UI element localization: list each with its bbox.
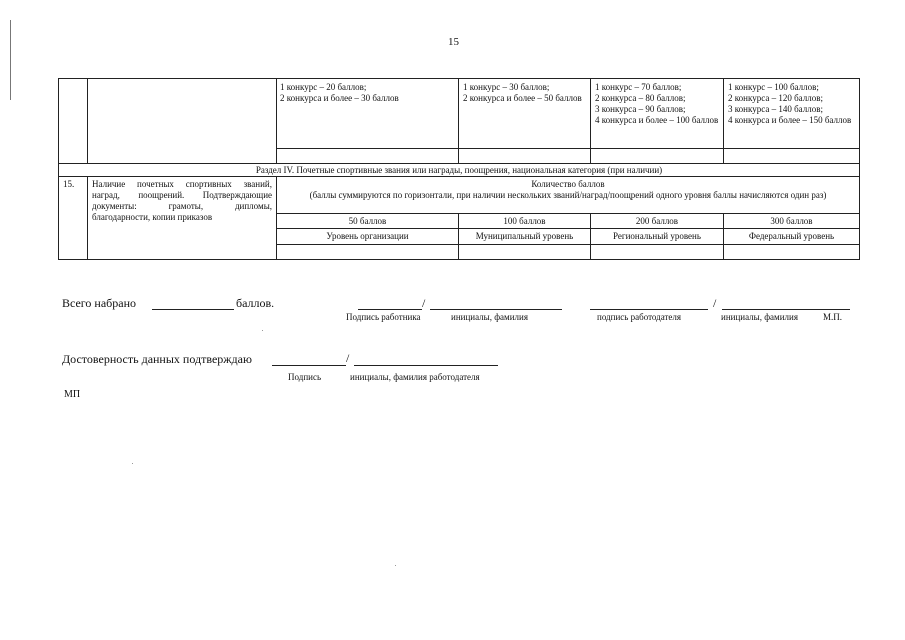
criteria-table [58, 78, 860, 260]
item-number: 15. [63, 179, 75, 189]
mp-left: МП [64, 389, 81, 400]
total-suffix: баллов. [236, 296, 275, 310]
scan-speck [395, 565, 396, 566]
contest-points-cell-1: 1 конкурс – 20 баллов; 2 конкурса и более – 30 баллов [280, 82, 399, 103]
employee-sign-label: Подпись работника [346, 312, 421, 322]
employee-slash: / [422, 296, 426, 310]
scan-speck [262, 330, 263, 331]
employer-name-label: инициалы, фамилия [721, 312, 798, 322]
margin-mark [10, 20, 11, 100]
employer-slash: / [713, 296, 717, 310]
points-level-federal: 300 баллов [770, 216, 813, 226]
level-regional: Региональный уровень [613, 231, 701, 241]
level-org: Уровень организации [326, 231, 409, 241]
contest-points-cell-4: 1 конкурс – 100 баллов; 2 конкурса – 120 баллов; 3 конкурса – 140 баллов; 4 конкурса и более – 150 баллов [728, 82, 852, 125]
employee-name-field[interactable] [430, 309, 562, 310]
employee-name-label: инициалы, фамилия [451, 312, 528, 322]
points-header: Количество баллов [531, 179, 605, 189]
employee-signature-field[interactable] [358, 309, 422, 310]
employer-name-field[interactable] [722, 309, 850, 310]
item-description: Наличие почетных спортивных званий, наград, поощрений. Подтверждающие документы: грамоты, дипломы, благодарности, копии приказов [92, 179, 272, 222]
employer-signature-field[interactable] [590, 309, 708, 310]
level-federal: Федеральный уровень [748, 231, 835, 241]
confirm-sign-label: Подпись [288, 372, 322, 382]
level-municipal: Муниципальный уровень [475, 231, 574, 241]
confirm-signature-field[interactable] [272, 365, 346, 366]
page-number: 15 [448, 36, 459, 48]
confirm-name-field[interactable] [354, 365, 498, 366]
scan-speck [132, 463, 133, 464]
contest-points-cell-3: 1 конкурс – 70 баллов; 2 конкурса – 80 баллов; 3 конкурса – 90 баллов; 4 конкурса и более – 100 баллов [595, 82, 719, 125]
points-level-municipal: 100 баллов [503, 216, 546, 226]
total-points-field[interactable] [152, 309, 234, 310]
confirm-text: Достоверность данных подтверждаю [62, 352, 252, 366]
employer-sign-label: подпись работодателя [597, 312, 682, 322]
points-note: (баллы суммируются по горизонтали, при наличии нескольких званий/наград/поощрений одного уровня баллы начисляются один раз) [309, 190, 827, 200]
confirm-slash: / [346, 351, 350, 365]
points-level-org: 50 баллов [348, 216, 387, 226]
mp-right: М.П. [823, 312, 843, 322]
total-prefix: Всего набрано [62, 296, 137, 310]
confirm-name-label: инициалы, фамилия работодателя [350, 372, 480, 382]
contest-points-cell-2: 1 конкурс – 30 баллов; 2 конкурса и более – 50 баллов [463, 82, 582, 103]
section-4-title: Раздел IV. Почетные спортивные звания или награды, поощрения, национальная категория (при наличии) [255, 165, 663, 175]
points-level-regional: 200 баллов [635, 216, 679, 226]
